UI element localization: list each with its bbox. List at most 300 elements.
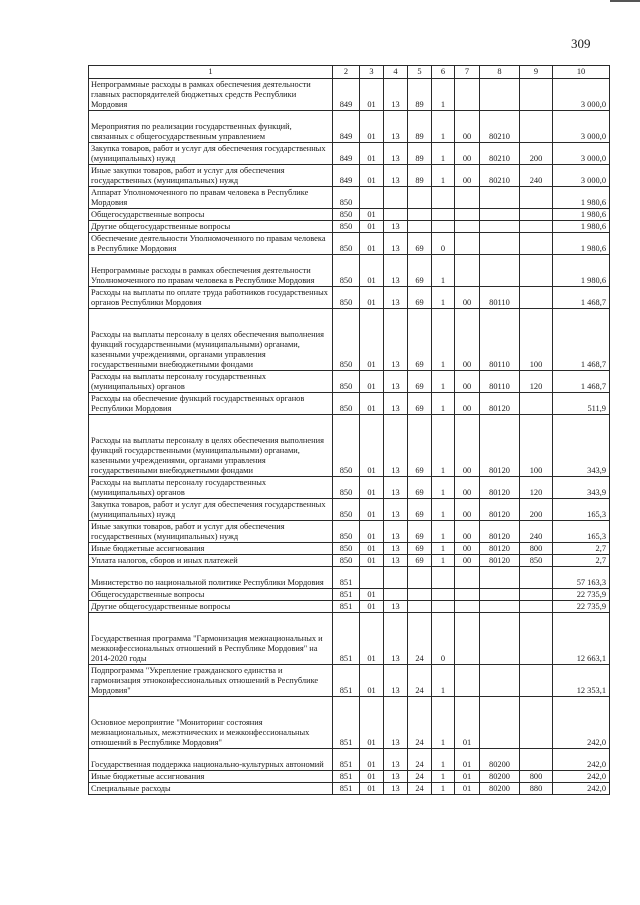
code-cell: 80120 [480, 555, 520, 567]
code-cell: 13 [384, 393, 408, 415]
code-cell [432, 221, 455, 233]
code-cell [455, 589, 480, 601]
code-cell: 13 [384, 613, 408, 665]
expense-name-cell: Другие общегосударственные вопросы [89, 221, 333, 233]
page-number: 309 [571, 36, 591, 51]
code-cell [480, 79, 520, 111]
header-cell: 5 [408, 66, 432, 79]
code-cell [455, 209, 480, 221]
code-cell: 89 [408, 111, 432, 143]
header-cell: 4 [384, 66, 408, 79]
code-cell: 00 [455, 555, 480, 567]
code-cell: 851 [333, 697, 360, 749]
table-row [89, 601, 610, 613]
code-cell [480, 601, 520, 613]
code-cell: 850 [333, 187, 360, 209]
code-cell: 13 [384, 697, 408, 749]
table-row [89, 233, 610, 255]
code-cell: 01 [455, 749, 480, 771]
table-row [89, 477, 610, 499]
code-cell: 850 [333, 309, 360, 371]
code-cell: 1 [432, 79, 455, 111]
code-cell: 01 [360, 601, 384, 613]
table-row [89, 309, 610, 371]
code-cell [408, 187, 432, 209]
expense-name-cell: Расходы на выплаты персоналу в целях обеспечения выполнения функций государственными (муниципальными) органами, казенными учреждениями, органами управления государственными внебюджетными фондами [89, 415, 333, 477]
code-cell: 80210 [480, 143, 520, 165]
code-cell [480, 209, 520, 221]
code-cell [455, 233, 480, 255]
code-cell: 850 [333, 555, 360, 567]
code-cell: 01 [360, 665, 384, 697]
expense-name-cell: Иные бюджетные ассигнования [89, 771, 333, 783]
header-cell: 1 [89, 66, 333, 79]
expense-name-cell: Уплата налогов, сборов и иных платежей [89, 555, 333, 567]
code-cell: 850 [333, 415, 360, 477]
amount-cell: 57 163,3 [553, 567, 610, 589]
code-cell: 13 [384, 543, 408, 555]
code-cell: 01 [360, 143, 384, 165]
code-cell: 851 [333, 613, 360, 665]
code-cell: 850 [520, 555, 553, 567]
code-cell: 69 [408, 415, 432, 477]
expense-name-cell: Государственная программа "Гармонизация межнациональных и межконфессиональных отношений в Республике Мордовия" на 2014-2020 годы [89, 613, 333, 665]
code-cell: 00 [455, 371, 480, 393]
table-row [89, 187, 610, 209]
code-cell [480, 255, 520, 287]
code-cell: 13 [384, 221, 408, 233]
code-cell: 80210 [480, 111, 520, 143]
code-cell: 01 [360, 589, 384, 601]
code-cell: 1 [432, 555, 455, 567]
code-cell: 80120 [480, 543, 520, 555]
expense-name-cell: Расходы на выплаты персоналу государственных (муниципальных) органов [89, 477, 333, 499]
scan-edge-mark [610, 0, 640, 2]
code-cell [432, 589, 455, 601]
amount-cell: 12 353,1 [553, 665, 610, 697]
table-row [89, 543, 610, 555]
code-cell: 1 [432, 287, 455, 309]
code-cell: 00 [455, 499, 480, 521]
table-row [89, 393, 610, 415]
code-cell: 80110 [480, 309, 520, 371]
code-cell: 1 [432, 749, 455, 771]
code-cell: 80210 [480, 165, 520, 187]
expense-name-cell: Другие общегосударственные вопросы [89, 601, 333, 613]
code-cell: 1 [432, 499, 455, 521]
code-cell: 89 [408, 165, 432, 187]
code-cell: 100 [520, 415, 553, 477]
code-cell: 01 [360, 613, 384, 665]
code-cell: 00 [455, 309, 480, 371]
code-cell: 13 [384, 143, 408, 165]
code-cell: 13 [384, 783, 408, 795]
code-cell: 1 [432, 393, 455, 415]
table-row [89, 697, 610, 749]
header-cell: 8 [480, 66, 520, 79]
code-cell [520, 697, 553, 749]
code-cell: 01 [360, 415, 384, 477]
code-cell: 01 [360, 371, 384, 393]
code-cell: 80120 [480, 393, 520, 415]
amount-cell: 2,7 [553, 543, 610, 555]
code-cell [520, 221, 553, 233]
code-cell: 01 [360, 521, 384, 543]
amount-cell: 1 468,7 [553, 287, 610, 309]
amount-cell: 165,3 [553, 499, 610, 521]
code-cell [520, 749, 553, 771]
code-cell: 00 [455, 165, 480, 187]
amount-cell: 343,9 [553, 477, 610, 499]
expense-name-cell: Общегосударственные вопросы [89, 209, 333, 221]
table-row [89, 221, 610, 233]
amount-cell: 3 000,0 [553, 143, 610, 165]
table-row [89, 499, 610, 521]
code-cell [408, 589, 432, 601]
code-cell [480, 697, 520, 749]
expense-name-cell: Расходы на выплаты персоналу государственных (муниципальных) органов [89, 371, 333, 393]
expense-name-cell: Закупка товаров, работ и услуг для обеспечения государственных (муниципальных) нужд [89, 143, 333, 165]
table-row [89, 165, 610, 187]
table-row [89, 287, 610, 309]
code-cell: 01 [360, 543, 384, 555]
code-cell [455, 665, 480, 697]
amount-cell: 242,0 [553, 697, 610, 749]
code-cell: 800 [520, 771, 553, 783]
code-cell [520, 79, 553, 111]
table-row [89, 255, 610, 287]
code-cell [520, 393, 553, 415]
code-cell: 01 [360, 309, 384, 371]
table-row [89, 589, 610, 601]
code-cell: 69 [408, 521, 432, 543]
amount-cell: 1 980,6 [553, 209, 610, 221]
code-cell: 800 [520, 543, 553, 555]
code-cell: 80200 [480, 749, 520, 771]
code-cell: 13 [384, 477, 408, 499]
table-row [89, 415, 610, 477]
code-cell: 849 [333, 165, 360, 187]
amount-cell: 511,9 [553, 393, 610, 415]
code-cell: 240 [520, 521, 553, 543]
code-cell: 1 [432, 255, 455, 287]
table-row [89, 209, 610, 221]
code-cell [480, 589, 520, 601]
code-cell: 13 [384, 371, 408, 393]
code-cell [520, 613, 553, 665]
code-cell: 100 [520, 309, 553, 371]
table-row [89, 371, 610, 393]
code-cell: 880 [520, 783, 553, 795]
code-cell: 1 [432, 543, 455, 555]
amount-cell: 3 000,0 [553, 165, 610, 187]
header-cell: 7 [455, 66, 480, 79]
code-cell: 69 [408, 371, 432, 393]
code-cell [408, 209, 432, 221]
code-cell [384, 187, 408, 209]
code-cell [455, 613, 480, 665]
code-cell: 01 [360, 79, 384, 111]
code-cell [480, 613, 520, 665]
code-cell [480, 665, 520, 697]
code-cell: 01 [360, 221, 384, 233]
code-cell: 00 [455, 393, 480, 415]
code-cell: 13 [384, 233, 408, 255]
code-cell [455, 79, 480, 111]
code-cell [480, 233, 520, 255]
table-row [89, 143, 610, 165]
code-cell: 00 [455, 415, 480, 477]
code-cell: 80120 [480, 415, 520, 477]
code-cell: 24 [408, 771, 432, 783]
amount-cell: 343,9 [553, 415, 610, 477]
code-cell: 80120 [480, 499, 520, 521]
table-row [89, 771, 610, 783]
code-cell: 850 [333, 393, 360, 415]
code-cell: 850 [333, 209, 360, 221]
code-cell: 13 [384, 521, 408, 543]
code-cell [432, 601, 455, 613]
code-cell: 01 [360, 209, 384, 221]
code-cell [520, 665, 553, 697]
expense-name-cell: Подпрограмма "Укрепление гражданского единства и гармонизация этноконфессиональных отношений в Республике Мордовия" [89, 665, 333, 697]
expense-name-cell: Расходы на выплаты персоналу в целях обеспечения выполнения функций государственными (муниципальными) органами, казенными учреждениями, органами управления государственными внебюджетными фондами [89, 309, 333, 371]
code-cell [384, 589, 408, 601]
code-cell [520, 601, 553, 613]
code-cell [520, 589, 553, 601]
expense-name-cell: Непрограммные расходы в рамках обеспечения деятельности Уполномоченного по правам человека в Республике Мордовия [89, 255, 333, 287]
code-cell: 851 [333, 601, 360, 613]
code-cell: 851 [333, 771, 360, 783]
code-cell: 13 [384, 79, 408, 111]
code-cell: 00 [455, 143, 480, 165]
expense-name-cell: Министерство по национальной политике Республики Мордовия [89, 567, 333, 589]
code-cell: 0 [432, 613, 455, 665]
code-cell [384, 209, 408, 221]
code-cell: 849 [333, 111, 360, 143]
code-cell: 01 [360, 393, 384, 415]
expense-name-cell: Государственная поддержка национально-культурных автономий [89, 749, 333, 771]
code-cell: 24 [408, 783, 432, 795]
code-cell: 01 [360, 165, 384, 187]
code-cell: 01 [360, 111, 384, 143]
code-cell: 1 [432, 477, 455, 499]
code-cell: 850 [333, 371, 360, 393]
code-cell: 13 [384, 309, 408, 371]
table-row [89, 555, 610, 567]
expense-name-cell: Основное мероприятие "Мониторинг состояния межнациональных, межэтнических и межконфессиональных отношений в Республике Мордовия" [89, 697, 333, 749]
code-cell: 24 [408, 749, 432, 771]
amount-cell: 242,0 [553, 749, 610, 771]
amount-cell: 1 468,7 [553, 371, 610, 393]
code-cell: 1 [432, 143, 455, 165]
code-cell: 24 [408, 613, 432, 665]
code-cell: 01 [360, 255, 384, 287]
expense-name-cell: Закупка товаров, работ и услуг для обеспечения государственных (муниципальных) нужд [89, 499, 333, 521]
budget-table [88, 65, 610, 795]
amount-cell: 165,3 [553, 521, 610, 543]
code-cell: 69 [408, 393, 432, 415]
code-cell: 89 [408, 79, 432, 111]
code-cell: 80200 [480, 783, 520, 795]
code-cell: 69 [408, 233, 432, 255]
code-cell: 80120 [480, 521, 520, 543]
code-cell: 13 [384, 555, 408, 567]
table-body [89, 79, 610, 795]
code-cell [408, 601, 432, 613]
code-cell: 1 [432, 697, 455, 749]
code-cell [520, 567, 553, 589]
code-cell [432, 187, 455, 209]
code-cell: 69 [408, 309, 432, 371]
code-cell: 13 [384, 165, 408, 187]
amount-cell: 22 735,9 [553, 589, 610, 601]
code-cell [480, 221, 520, 233]
code-cell: 00 [455, 521, 480, 543]
header-cell: 3 [360, 66, 384, 79]
code-cell: 850 [333, 233, 360, 255]
code-cell: 69 [408, 543, 432, 555]
table-row [89, 79, 610, 111]
code-cell [408, 221, 432, 233]
amount-cell: 1 980,6 [553, 187, 610, 209]
code-cell: 13 [384, 665, 408, 697]
code-cell: 01 [360, 233, 384, 255]
code-cell: 850 [333, 221, 360, 233]
table-row [89, 613, 610, 665]
code-cell [455, 221, 480, 233]
code-cell: 849 [333, 79, 360, 111]
table-row [89, 749, 610, 771]
code-cell: 13 [384, 749, 408, 771]
code-cell: 80110 [480, 371, 520, 393]
code-cell: 00 [455, 287, 480, 309]
expense-name-cell: Расходы на выплаты по оплате труда работников государственных органов Республики Мордовия [89, 287, 333, 309]
code-cell [455, 255, 480, 287]
code-cell: 851 [333, 589, 360, 601]
amount-cell: 1 980,6 [553, 255, 610, 287]
code-cell: 01 [360, 555, 384, 567]
code-cell: 120 [520, 371, 553, 393]
code-cell: 80110 [480, 287, 520, 309]
code-cell: 01 [360, 749, 384, 771]
code-cell: 851 [333, 567, 360, 589]
code-cell: 13 [384, 499, 408, 521]
code-cell [432, 567, 455, 589]
code-cell [360, 187, 384, 209]
expense-name-cell: Мероприятия по реализации государственных функций, связанных с общегосударственным управлением [89, 111, 333, 143]
table-row [89, 521, 610, 543]
expense-name-cell: Общегосударственные вопросы [89, 589, 333, 601]
code-cell: 851 [333, 665, 360, 697]
code-cell: 1 [432, 665, 455, 697]
amount-cell: 242,0 [553, 783, 610, 795]
code-cell [520, 187, 553, 209]
amount-cell: 12 663,1 [553, 613, 610, 665]
code-cell: 13 [384, 255, 408, 287]
amount-cell: 3 000,0 [553, 79, 610, 111]
code-cell: 1 [432, 111, 455, 143]
header-cell: 2 [333, 66, 360, 79]
amount-cell: 2,7 [553, 555, 610, 567]
code-cell: 849 [333, 143, 360, 165]
code-cell: 01 [360, 499, 384, 521]
amount-cell: 242,0 [553, 771, 610, 783]
table-header [89, 66, 610, 79]
code-cell: 0 [432, 233, 455, 255]
expense-name-cell: Аппарат Уполномоченного по правам человека в Республике Мордовия [89, 187, 333, 209]
code-cell: 13 [384, 111, 408, 143]
code-cell: 00 [455, 477, 480, 499]
amount-cell: 22 735,9 [553, 601, 610, 613]
code-cell: 1 [432, 371, 455, 393]
expense-name-cell: Иные закупки товаров, работ и услуг для обеспечения государственных (муниципальных) нужд [89, 165, 333, 187]
expense-name-cell: Расходы на обеспечение функций государственных органов Республики Мордовия [89, 393, 333, 415]
table-row [89, 665, 610, 697]
code-cell [432, 209, 455, 221]
amount-cell: 1 980,6 [553, 221, 610, 233]
code-cell: 1 [432, 309, 455, 371]
code-cell: 850 [333, 543, 360, 555]
expense-name-cell: Иные бюджетные ассигнования [89, 543, 333, 555]
code-cell: 24 [408, 697, 432, 749]
code-cell: 00 [455, 111, 480, 143]
code-cell: 1 [432, 415, 455, 477]
code-cell [520, 209, 553, 221]
code-cell: 00 [455, 543, 480, 555]
code-cell: 200 [520, 143, 553, 165]
expense-name-cell: Иные закупки товаров, работ и услуг для обеспечения государственных (муниципальных) нужд [89, 521, 333, 543]
code-cell: 13 [384, 771, 408, 783]
code-cell: 01 [455, 783, 480, 795]
code-cell: 1 [432, 521, 455, 543]
code-cell: 69 [408, 255, 432, 287]
code-cell [455, 187, 480, 209]
table-row [89, 567, 610, 589]
expense-name-cell: Специальные расходы [89, 783, 333, 795]
code-cell: 01 [455, 771, 480, 783]
code-cell [384, 567, 408, 589]
header-cell: 6 [432, 66, 455, 79]
table-row [89, 111, 610, 143]
code-cell [520, 111, 553, 143]
header-cell: 9 [520, 66, 553, 79]
code-cell: 69 [408, 555, 432, 567]
table-row [89, 783, 610, 795]
amount-cell: 3 000,0 [553, 111, 610, 143]
code-cell: 850 [333, 499, 360, 521]
code-cell: 200 [520, 499, 553, 521]
code-cell [455, 567, 480, 589]
code-cell: 24 [408, 665, 432, 697]
code-cell: 80200 [480, 771, 520, 783]
header-cell: 10 [553, 66, 610, 79]
code-cell: 850 [333, 255, 360, 287]
code-cell [408, 567, 432, 589]
expense-name-cell: Обеспечение деятельности Уполномоченного по правам человека в Республике Мордовия [89, 233, 333, 255]
code-cell: 240 [520, 165, 553, 187]
code-cell: 01 [360, 783, 384, 795]
code-cell [360, 567, 384, 589]
expense-name-cell: Непрограммные расходы в рамках обеспечения деятельности главных распорядителей бюджетных средств Республики Мордовия [89, 79, 333, 111]
code-cell: 01 [360, 477, 384, 499]
code-cell: 01 [360, 287, 384, 309]
code-cell: 80120 [480, 477, 520, 499]
code-cell: 851 [333, 783, 360, 795]
code-cell: 01 [455, 697, 480, 749]
code-cell: 01 [360, 771, 384, 783]
code-cell: 69 [408, 499, 432, 521]
